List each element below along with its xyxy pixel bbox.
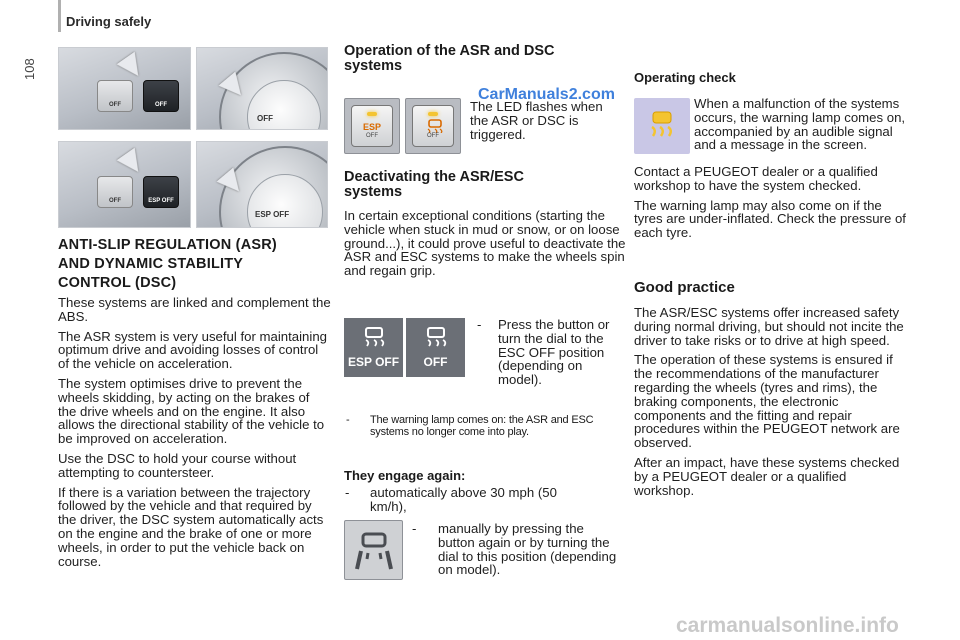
- esp-off-warning-tile: ESP OFF: [344, 318, 403, 377]
- press-instruction: Press the button or turn the dial to the ESC OFF position (depending on model).: [498, 317, 610, 388]
- asr-off-button: OFF: [143, 80, 179, 112]
- skid-car-icon: [355, 531, 393, 571]
- deactivating-description: In certain exceptional conditions (starting the vehicle when stuck in mud or snow, or on loose ground...), it could prove useful to deactivate the ASR and ESC systems to make the wheels spin and regain grip.: [344, 208, 626, 279]
- operating-check-heading: Operating check: [634, 70, 736, 85]
- paragraph: The ASR system is very useful for maintaining optimum drive and avoiding losses of control of the vehicle on acceleration.: [58, 328, 327, 372]
- contact-text: Contact a PEUGEOT dealer or a qualified workshop to have the system checked.: [634, 164, 878, 193]
- control-dial: ESP OFF: [219, 146, 328, 228]
- asr-led-button-icon: OFF: [405, 98, 461, 154]
- skid-car-icon: [425, 326, 447, 348]
- skid-car-icon: [648, 110, 676, 140]
- warning-lamp-icon: [634, 98, 690, 154]
- led-indicator: [367, 112, 377, 116]
- paragraph: The ASR/ESC systems offer increased safety during normal driving, but should not incite the driver to take risks or to drive at high speed.: [634, 305, 904, 348]
- warning-dash: -: [346, 414, 350, 426]
- page-number: 108: [22, 58, 37, 80]
- paragraph: After an impact, have these systems checked by a PEUGEOT dealer or a qualified workshop.: [634, 454, 900, 498]
- auto-dash: -: [345, 485, 350, 500]
- switch-button: OFF: [97, 176, 133, 208]
- manual-engage-text: manually by pressing the button again or by turning the dial to this position (depending on model).: [438, 521, 617, 578]
- tyre-text: The warning lamp may also come on if the tyres are under-inflated. Check the pressure of each tyre.: [634, 197, 906, 241]
- asr-dsc-description: [58, 296, 331, 574]
- paragraph: If there is a variation between the trajectory followed by the vehicle and that required by the driver, the DSC system automatically acts on the engine and the brake of one or more wheels, in order to put the vehicle back on course.: [58, 484, 324, 569]
- paragraph: Use the DSC to hold your course without attempting to countersteer.: [58, 450, 297, 480]
- good-practice-text: [634, 306, 906, 503]
- section-title: Driving safely: [66, 14, 152, 29]
- off-warning-tile: OFF: [406, 318, 465, 377]
- esp-led-button-icon: ESP OFF: [344, 98, 400, 154]
- engage-heading: They engage again:: [344, 468, 466, 483]
- deactivating-heading: Deactivating the ASR/ESC systems: [344, 169, 524, 200]
- switch-panel-photo-1: [58, 47, 191, 130]
- watermark-bottom: carmanualsonline.info: [676, 614, 899, 637]
- operation-heading: Operation of the ASR and DSC systems: [344, 43, 555, 74]
- dial-photo-2: [196, 141, 328, 228]
- check-paragraphs: [634, 165, 906, 246]
- esp-off-button: ESP OFF: [143, 176, 179, 208]
- auto-engage-text: automatically above 30 mph (50 km/h),: [370, 485, 557, 514]
- watermark-top: CarManuals2.com: [478, 86, 615, 103]
- skid-car-icon: [363, 326, 385, 348]
- press-dash: -: [477, 317, 482, 332]
- switch-panel-photo-2: [58, 141, 191, 228]
- good-practice-heading: Good practice: [634, 279, 735, 296]
- dial-photo-1: [196, 47, 328, 130]
- skid-car-icon: [426, 119, 444, 133]
- pointer-arrow-icon: [117, 52, 148, 83]
- warning-note: The warning lamp comes on: the ASR and ESC systems no longer come into play.: [370, 414, 594, 438]
- paragraph: These systems are linked and complement the ABS.: [58, 295, 331, 324]
- switch-button: OFF: [97, 80, 133, 112]
- led-description: The LED flashes when the ASR or DSC is triggered.: [470, 99, 603, 142]
- paragraph: The operation of these systems is ensured if the recommendations of the manufacturer regarding the wheels (tyres and rims), the braking components, the electronic components and the fitting and repair procedures within the PEUGEOT network are observed.: [634, 352, 900, 451]
- pointer-arrow-icon: [117, 148, 148, 179]
- paragraph: The system optimises drive to prevent the wheels skidding, by acting on the brakes of the drive wheels and on the engine. It also allows the directional stability of the vehicle to be improved on acceleration.: [58, 375, 325, 447]
- asr-dsc-heading: ANTI-SLIP REGULATION (ASR) AND DYNAMIC STABILITY CONTROL (DSC): [58, 237, 277, 291]
- led-indicator: [428, 112, 438, 116]
- manual-dash: -: [412, 521, 417, 536]
- malfunction-text: When a malfunction of the systems occurs, the warning lamp comes on, accompanied by an audible signal and a message in the screen.: [694, 96, 906, 153]
- dial-position-icon: [344, 520, 403, 580]
- control-dial: OFF: [219, 52, 328, 130]
- header-bar: [58, 0, 61, 32]
